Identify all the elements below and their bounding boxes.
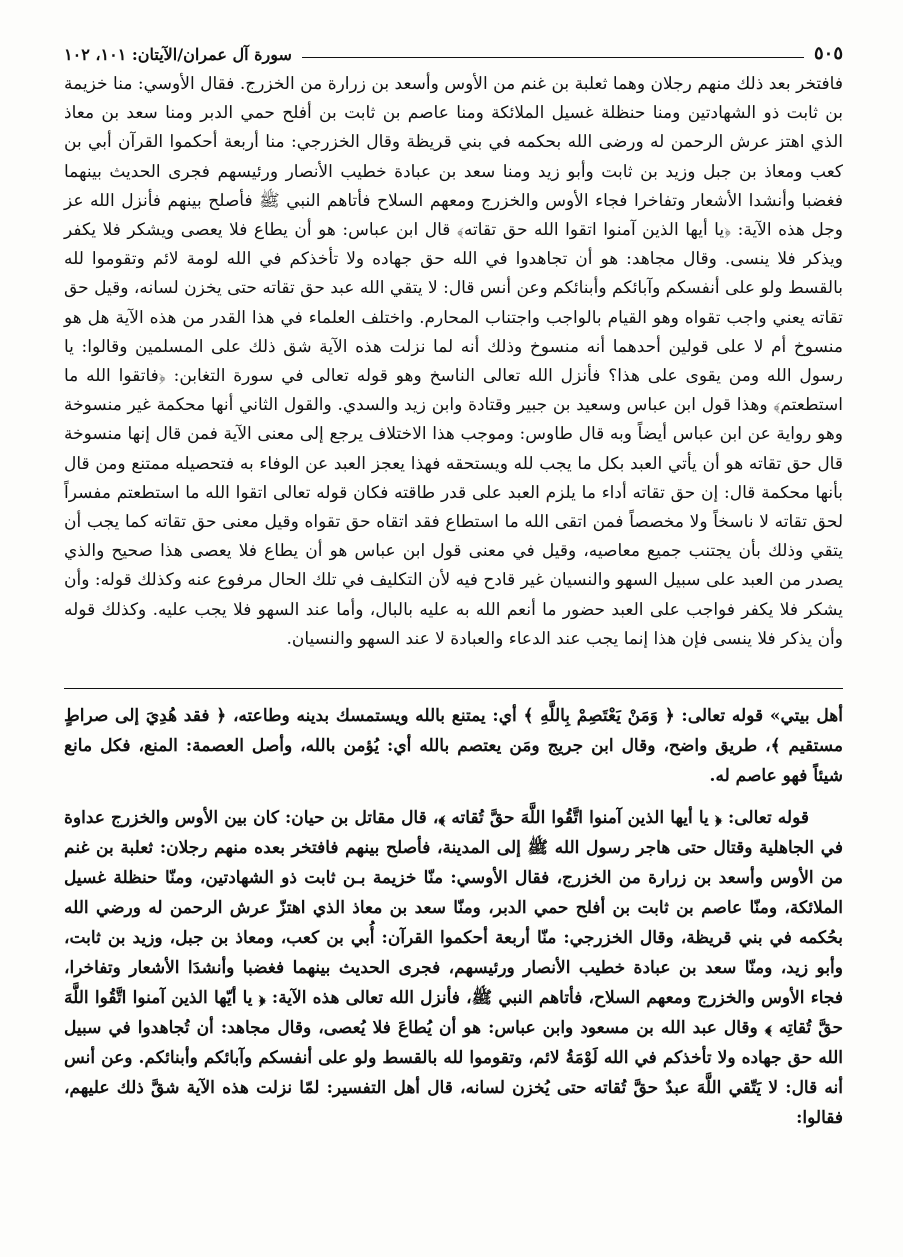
main-paragraph: فافتخر بعد ذلك منهم رجلان وهما ثعلبة بن غنم من الأوس وأسعد بن زرارة من الخزرج. فقال الأوسي: منا خزيمة بن ثابت ذو الشهادتين ومنا حنظلة غسيل الملائكة ومنا عاصم بن ثابت بن أفلح حمي الدبر ومنا سعد بن معاذ الذي اهتز عرش الرحمن له ورضى الله بحكمه في بني قريظة وقال الخزرجي: منا أربعة أحكموا القرآن أبي بن كعب ومعاذ بن جبل وزيد بن ثابت وأبو زيد ومنا سعد بن عبادة خطيب الأنصار ورئيسهم فجرى الحديث بينهما فغضبا وأنشدا الأشعار وتفاخرا فجاء الأوس والخزرج ومعهم السلاح فأتاهم النبي ﷺ فأصلح بينهم فأنزل الله عز وجل هذه الآية: ﴿يا أيها الذين آمنوا اتقوا الله حق تقاته﴾ قال ابن عباس: هو أن يطاع فلا يعصى ويشكر فلا يكفر ويذكر فلا ينسى. وقال مجاهد: هو أن تجاهدوا في الله حق جهاده ولا تأخذكم في الله لومة لائم وتقوموا لله بالقسط ولو على أنفسكم وآبائكم وأبنائكم وعن أنس قال: لا يتقي الله عبد حق تقاته حتى يخزن لسانه، وقيل حق تقاته يعني واجب تقواه وهو القيام بالواجب واجتناب المحارم. واختلف العلماء في هذا القدر من هذه الآية هل هو منسوخ أم لا على قولين أحدهما أنه منسوخ وذلك أنه لما نزلت هذه الآية شق ذلك على المسلمين وقالوا: يا رسول الله ومن يقوى على هذا؟ فأنزل الله تعالى الناسخ وهو قوله تعالى في سورة التغابن: ﴿فاتقوا الله ما استطعتم﴾ وهذا قول ابن عباس وسعيد بن جبير وقتادة وابن زيد والسدي. والقول الثاني أنها محكمة غير منسوخة وهو رواية عن ابن عباس أيضاً وبه قال طاوس: وموجب هذا الاختلاف يرجع إلى معنى الآية فمن قال إنها منسوخة قال حق تقاته هو أن يأتي العبد بكل ما يجب لله ويستحقه فهذا يعجز العبد عن الوفاء به فتحصيله ممتنع ومن قال بأنها محكمة قال: إن حق تقاته أداء ما يلزم العبد على قدر طاقته فكان قوله تعالى اتقوا الله ما استطعتم مفسراً لحق تقاته لا ناسخاً ولا مخصصاً فمن اتقى الله ما استطاع فقد اتقاه حق تقواه وقيل معنى حق تقاته كما يجب أن يتقي وذلك بأن يجتنب جميع معاصيه، وقيل في معنى قول ابن عباس هو أن يطاع فلا يعصى هذا صحيح والذي يصدر من العبد على سبيل السهو والنسيان غير قادح فيه لأن التكليف في تلك الحال مرفوع عنه وكذلك قوله: وأن يشكر فلا يكفر فواجب على العبد حضور ما أنعم الله به عليه بالبال، وأما عند السهو فلا يجب عليه. وكذلك قوله وأن يذكر فلا ينسى فإن هذا إنما يجب عند الدعاء والعبادة لا عند السهو والنسيان. xyxy=(64,74,843,649)
footnote-separator xyxy=(64,688,843,689)
surah-title: سورة آل عمران/الآيتان: ١٠١، ١٠٢ xyxy=(64,45,292,64)
note-paragraph: أهل بيتي» قوله تعالى: ﴿ وَمَنْ يَعْتَصِمْ بِاللَّهِ ﴾ أي: يمتنع بالله ويستمسك بدينه وطاعته، ﴿ فقد هُدِيَ إلى صراطٍ مستقيم ﴾، طريق واضح، وقال ابن جريج ومَن يعتصم بالله أي: يُؤمن بالله، وأصل العصمة: المنع، فكل مانع شيئاً فهو عاصم له. xyxy=(64,706,843,787)
note-paragraph: قوله تعالى: ﴿ يا أيها الذين آمنوا اتَّقُوا اللَّهَ حقَّ تُقاته ﴾، قال مقاتل بن حيان: كان بين الأوس والخزرج عداوة في الجاهلية وقتال حتى هاجر رسول الله ﷺ إلى المدينة، فأصلح بينهم فافتخر بعده منهم رجلان: ثعلبة بن غنم من الأوس وأسعد بن زرارة من الخزرج، فقال الأوسي: منّا خزيمة بـن ثابت ذو الشهادتين، ومنّا حنظلة غسيل الملائكة، ومنّا عاصم بن ثابت بن أفلح حمي الدبر، ومنّا سعد بن معاذ الذي اهتزّ عرش الرحمن له ورضي الله بحُكمه في بني قريظة، وقال الخزرجي: منّا أربعة أحكموا القرآن: أُبي بن كعب، ومعاذ بن جبل، وزيد بن ثابت، وأبو زيد، ومنّا سعد بن عبادة خطيب الأنصار ورئيسهم، فجرى الحديث بينهما فغضبا وأنشدَا الأشعار وتفاخرا، فجاء الأوس والخزرج ومعهم السلاح، فأتاهم النبي ﷺ، فأنزل الله تعالى هذه الآية: ﴿ يا أيّها الذين آمنوا اتَّقُوا اللَّهَ حقَّ تُقاتِه ﴾ وقال عبد الله بن مسعود وابن عباس: هو أن يُطاعَ فلا يُعصى، وقال مجاهد: أن تُجاهدوا في سبيل الله حق جهاده ولا تأخذكم في الله لَوْمَةُ لائم، وتقوموا لله بالقسط ولو على أنفسكم وآبائكم وأبنائكم. وعن أنس أنه قال: لا يَتّقي اللَّهَ عبدٌ حقَّ تُقاته حتى يُخزن لسانه، قال أهل التفسير: لمّا نزلت هذه الآية شقَّ ذلك عليهم، فقالوا: xyxy=(64,808,843,1129)
main-text xyxy=(64,70,843,654)
header-rule xyxy=(302,57,804,58)
page-number: ٥٠٥ xyxy=(813,43,843,64)
running-header xyxy=(64,34,843,64)
